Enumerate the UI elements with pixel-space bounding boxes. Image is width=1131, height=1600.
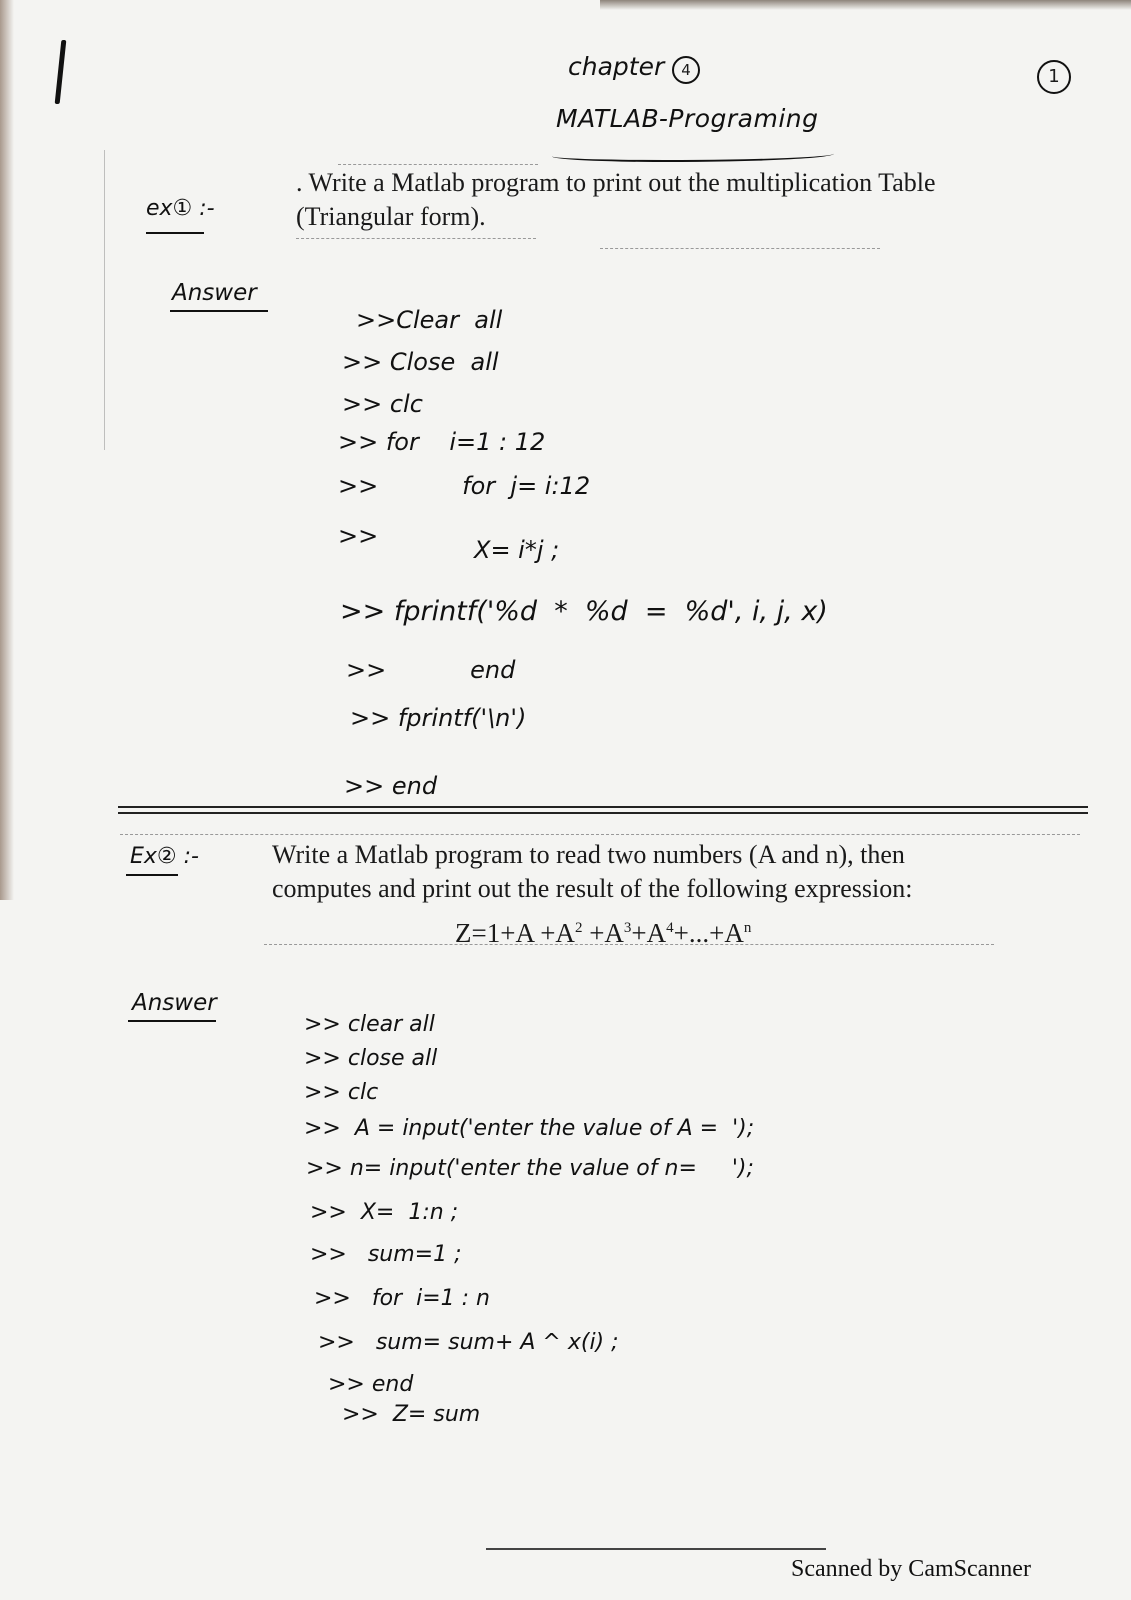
ex2-code-line: >> close all xyxy=(304,1046,438,1071)
page-edge-shadow-left xyxy=(0,0,14,900)
formula-exponent: 3 xyxy=(623,920,632,936)
ex1-answer-label: Answer xyxy=(172,280,257,306)
formula-term: +...+A xyxy=(673,918,744,948)
ex1-code-line: >> fprintf('\n') xyxy=(350,704,527,732)
ex1-code-line: >> end xyxy=(346,656,516,684)
formula-term: +A xyxy=(631,918,667,948)
ex2-code-line: >> for i=1 : n xyxy=(314,1286,490,1311)
ex2-code-line: >> sum= sum+ A ^ x(i) ; xyxy=(318,1330,619,1355)
ex2-code-line: >> X= 1:n ; xyxy=(310,1200,459,1225)
dotted-line xyxy=(296,238,536,239)
ex1-code-line: >>Clear all xyxy=(356,306,503,334)
ex2-code-line: >> n= input('enter the value of n= '); xyxy=(306,1156,754,1181)
chapter-heading: chapter xyxy=(568,52,665,81)
section-divider xyxy=(118,806,1088,808)
ex2-code-line: >> clc xyxy=(304,1080,379,1105)
ex1-code-line: >> clc xyxy=(342,390,423,418)
ex2-question-line1: Write a Matlab program to read two numbers (A and n), then xyxy=(272,840,905,869)
formula-base: Z=1+A +A xyxy=(455,918,575,948)
ex1-code-line: X= i*j ; xyxy=(474,536,560,564)
ex2-answer-underline xyxy=(128,1020,216,1022)
ex2-code-line: >> clear all xyxy=(304,1012,435,1037)
page-edge-shadow-top xyxy=(600,0,1131,10)
ex1-code-line: >> Close all xyxy=(342,348,499,376)
ex1-question-line1: . Write a Matlab program to print out the multiplication Table xyxy=(296,168,936,197)
ex2-question-line2: computes and print out the result of the following expression: xyxy=(272,874,913,903)
ex1-label-underline xyxy=(146,232,204,234)
chapter-number-circle: 4 xyxy=(672,56,700,84)
ex1-code-line: >> end xyxy=(344,772,438,800)
dotted-line xyxy=(338,164,538,165)
ex1-code-line: >> xyxy=(338,522,379,550)
dotted-line xyxy=(264,944,994,945)
ex2-code-line: >> Z= sum xyxy=(342,1402,481,1427)
footer-rule xyxy=(486,1548,826,1550)
ex1-code-line: >> for i=1 : 12 xyxy=(338,428,546,456)
page-number-circle: 1 xyxy=(1037,60,1071,94)
ex2-label-underline xyxy=(126,874,178,876)
formula-term: +A xyxy=(582,918,624,948)
ex1-question-line2: (Triangular form). xyxy=(296,202,486,231)
page-title: MATLAB-Programing xyxy=(556,104,819,133)
dotted-line xyxy=(600,248,880,249)
formula-exponent: n xyxy=(743,920,752,936)
ex1-code-line: >> fprintf('%d * %d = %d', i, j, x) xyxy=(340,596,828,627)
ex2-code-line: >> A = input('enter the value of A = '); xyxy=(304,1116,755,1141)
title-underline xyxy=(552,148,834,162)
formula-exponent: 2 xyxy=(574,920,583,936)
margin-line xyxy=(104,150,105,450)
section-divider xyxy=(118,812,1088,814)
ex1-code-line: >> for j= i:12 xyxy=(338,472,591,500)
formula-exponent: 4 xyxy=(666,920,674,936)
scanner-watermark: Scanned by CamScanner xyxy=(791,1556,1031,1582)
dotted-line xyxy=(120,834,1080,835)
ex1-label: ex① :- xyxy=(146,196,215,221)
ex2-code-line: >> sum=1 ; xyxy=(310,1242,462,1267)
ex2-label: Ex② :- xyxy=(130,844,199,869)
ex2-code-line: >> end xyxy=(328,1372,414,1397)
ex1-answer-underline xyxy=(170,310,268,312)
ex2-answer-label: Answer xyxy=(132,990,217,1016)
pen-slash-mark xyxy=(55,40,67,104)
